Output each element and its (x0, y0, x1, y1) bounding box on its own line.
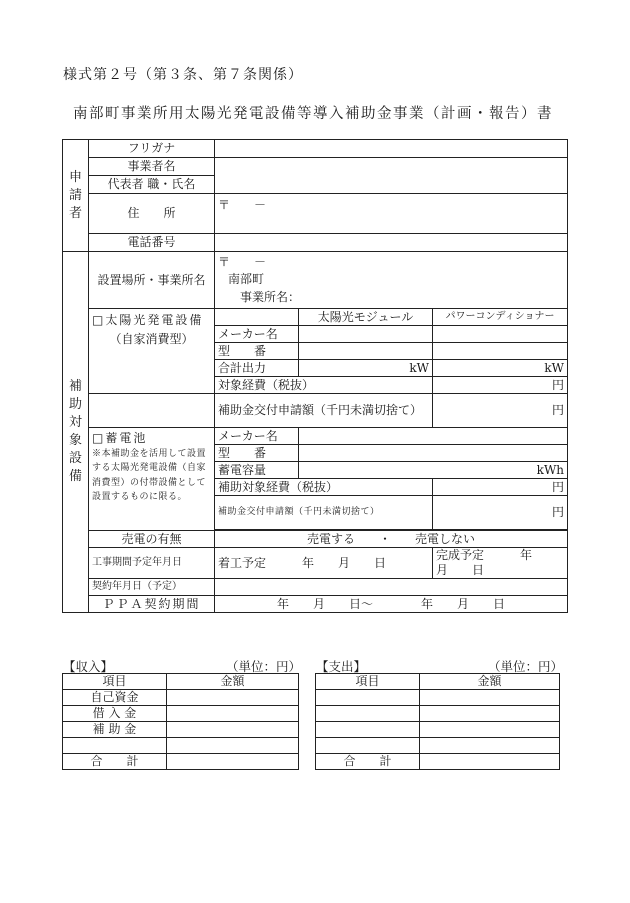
income-unit: （単位：円） (226, 659, 302, 674)
sale-label: 売電の有無 (89, 531, 215, 548)
expense-amount-field[interactable] (420, 738, 560, 754)
battery-model-field[interactable] (299, 445, 568, 462)
battery-capacity-field[interactable] (299, 462, 568, 479)
income-row-label: 補 助 金 (63, 722, 167, 738)
solar-output-conditioner-field[interactable] (433, 360, 568, 377)
expense-item-field[interactable] (316, 722, 420, 738)
battery-request-field[interactable] (433, 496, 568, 530)
unit-kw: kW (544, 360, 565, 375)
ppa-value[interactable]: 年 月 日～ 年 月 日 (215, 596, 568, 613)
battery-checkbox-label[interactable]: □蓄電池 (92, 431, 148, 445)
col-module: 太陽光モジュール (299, 309, 433, 326)
expense-total-field[interactable] (420, 754, 560, 770)
solar-maker-module-field[interactable] (299, 326, 433, 343)
furigana-field[interactable] (215, 140, 568, 158)
solar-model-module-field[interactable] (299, 343, 433, 360)
expense-unit: （単位：円） (488, 659, 564, 674)
expense-col-amount: 金額 (420, 674, 560, 690)
solar-cost-label: 対象経費（税抜） (215, 377, 433, 394)
unit-yen: 円 (552, 479, 565, 494)
income-amount-field[interactable] (167, 738, 299, 754)
battery-label-cell (89, 428, 215, 531)
battery-maker-field[interactable] (299, 428, 568, 445)
unit-kwh: kWh (536, 462, 565, 477)
solar-output-label: 合計出力 (215, 360, 299, 377)
solar-request-label: 補助金交付申請額（千円未満切捨て） (215, 394, 433, 428)
solar-cost-field[interactable] (433, 377, 568, 394)
solar-request-blank (89, 394, 215, 428)
period-end[interactable]: 完成予定 年 月 日 (433, 548, 568, 579)
site-office-name: 事業所名： (240, 289, 301, 304)
solar-checkbox-label[interactable]: □太陽光発電設備 (92, 313, 204, 327)
battery-note: ※本補助金を活用して設置する太陽光発電設備（自家消費型）の付帯設備として設置するものに限る。 (92, 448, 207, 502)
phone-field[interactable] (215, 234, 568, 252)
ppa-label: ＰＰＡ契約期間 (89, 596, 215, 613)
income-total-field[interactable] (167, 754, 299, 770)
representative-label: 代表者 職・氏名 (89, 176, 215, 194)
battery-cost-label: 補助対象経費（税抜） (215, 479, 433, 496)
income-total-label: 合 計 (63, 754, 167, 770)
battery-cost-field[interactable] (433, 479, 568, 496)
business-name-label: 事業者名 (89, 158, 215, 176)
solar-output-module-field[interactable] (299, 360, 433, 377)
period-start[interactable]: 着工予定 年 月 日 (215, 548, 433, 579)
solar-request-field[interactable] (433, 394, 568, 428)
battery-request-label: 補助金交付申請額（千円未満切捨て） (215, 496, 433, 530)
income-col-amount: 金額 (167, 674, 299, 690)
expense-item-field[interactable] (316, 690, 420, 706)
address-postal-mark: 〒 － (218, 198, 267, 212)
solar-label-cell (89, 309, 215, 394)
expense-item-field[interactable] (316, 738, 420, 754)
income-row-label[interactable] (63, 738, 167, 754)
sale-options[interactable]: 売電する ・ 売電しない (215, 531, 568, 548)
site-postal-mark: 〒 － (218, 255, 267, 269)
income-amount-field[interactable] (167, 706, 299, 722)
expense-amount-field[interactable] (420, 690, 560, 706)
address-field[interactable] (215, 194, 568, 234)
site-field[interactable] (215, 252, 568, 309)
solar-sub-label: （自家消費型） (109, 331, 194, 346)
income-row-label: 自己資金 (63, 690, 167, 706)
solar-model-conditioner-field[interactable] (433, 343, 568, 360)
solar-header-blank (215, 309, 299, 326)
expense-title: 【支出】 (316, 659, 367, 674)
document-title: 南部町事業所用太陽光発電設備等導入補助金事業（計画・報告）書 (73, 106, 553, 122)
business-representative-field[interactable] (215, 158, 568, 194)
expense-col-item: 項目 (316, 674, 420, 690)
battery-capacity-label: 蓄電容量 (215, 462, 299, 479)
application-form-table (62, 139, 568, 613)
applicant-section-label: 申 請 者 (63, 140, 89, 252)
furigana-label: フリガナ (89, 140, 215, 158)
site-label: 設置場所・事業所名 (89, 252, 215, 309)
battery-model-label: 型 番 (215, 445, 299, 462)
expense-amount-field[interactable] (420, 722, 560, 738)
solar-maker-label: メーカー名 (215, 326, 299, 343)
income-amount-field[interactable] (167, 722, 299, 738)
form-number-label: 様式第２号（第３条、第７条関係） (63, 67, 303, 83)
unit-kw: kW (409, 360, 429, 375)
income-col-item: 項目 (63, 674, 167, 690)
solar-maker-conditioner-field[interactable] (433, 326, 568, 343)
unit-yen: 円 (552, 505, 565, 519)
battery-maker-label: メーカー名 (215, 428, 299, 445)
income-table (62, 673, 299, 770)
site-town: 南部町 (228, 272, 265, 287)
col-conditioner: パワーコンディショナー (433, 309, 568, 326)
contract-date-label: 契約年月日（予定） (89, 579, 215, 596)
income-amount-field[interactable] (167, 690, 299, 706)
income-row-label: 借 入 金 (63, 706, 167, 722)
solar-model-label: 型 番 (215, 343, 299, 360)
expense-table (315, 673, 560, 770)
period-label: 工事期間予定年月日 (89, 548, 215, 579)
phone-label: 電話番号 (89, 234, 215, 252)
expense-amount-field[interactable] (420, 706, 560, 722)
unit-yen: 円 (552, 377, 565, 392)
income-title: 【収入】 (63, 659, 114, 674)
unit-yen: 円 (552, 403, 565, 417)
expense-item-field[interactable] (316, 706, 420, 722)
expense-total-label: 合 計 (316, 754, 420, 770)
contract-date-field[interactable] (215, 579, 568, 596)
equipment-section-label: 補 助 対 象 設 備 (63, 252, 89, 613)
address-label: 住 所 (89, 194, 215, 234)
